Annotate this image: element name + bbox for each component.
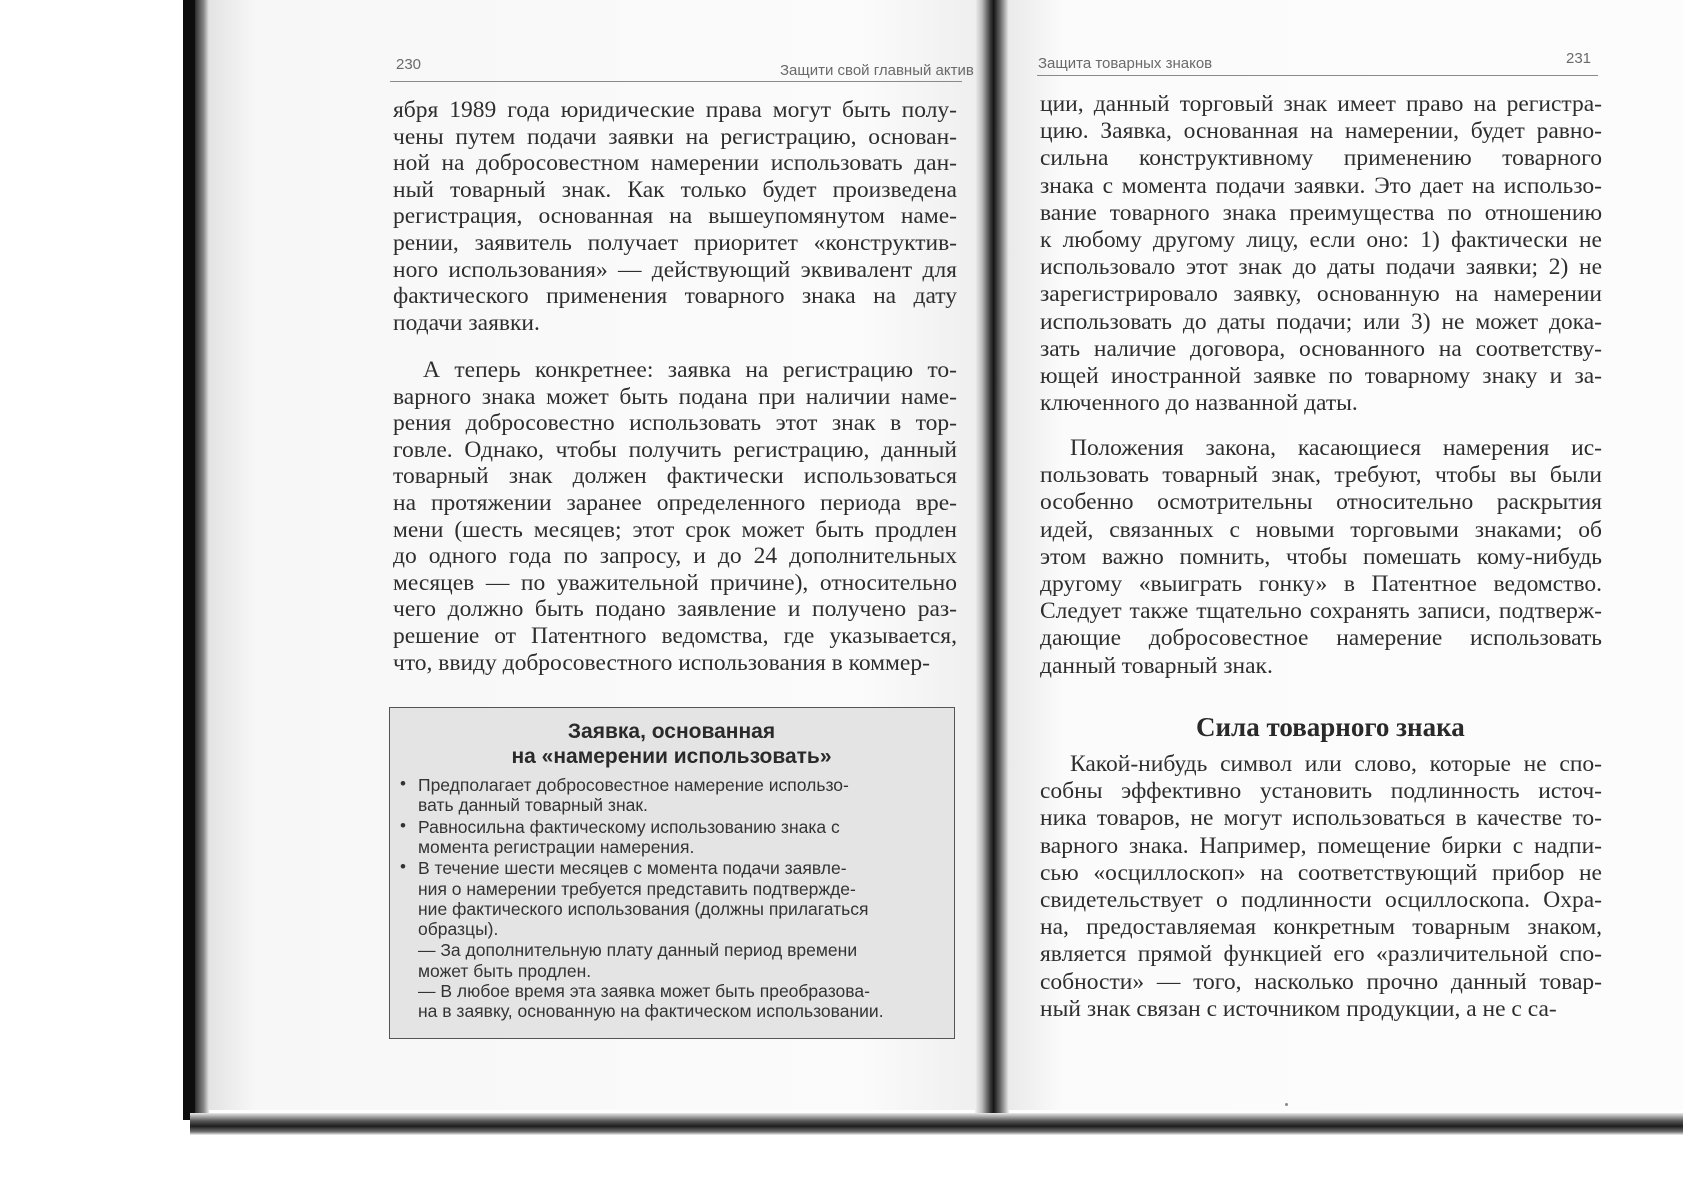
text-line: зарегистрировало заявку, основанную на намерении [1040,281,1602,308]
text-line: ключенного до названной даты. [1040,390,1358,417]
text-line: А теперь конкретнее: заявка на регистрацию то- [423,357,957,383]
text-line: цию. Заявка, основанная на намерении, будет равно- [1040,118,1602,145]
text-line: ный товарный знак. Как только будет произведена [393,176,957,203]
text-line: Положения закона, касающиеся намерения ис- [1070,435,1602,461]
bullet-icon: • [400,774,406,793]
text-line: Следует также тщательно сохранять записи, подтверж- [1040,598,1602,625]
text-line: ного использования» — действующий эквивалент для [393,256,957,283]
text-line: дающие добросовестное намерение использовать [1040,625,1602,652]
text-line: ный знак связан с источником продукции, а не с са- [1040,995,1557,1022]
text-line: ября 1989 года юридические права могут быть полу- [393,97,957,123]
text-line: идей, связанных с новыми торговыми знаками; об [1040,516,1602,543]
text-line: ции, данный торговый знак имеет право на регистра- [1040,91,1602,117]
text-line: ющей иностранной заявке по товарному знаку и за- [1040,363,1602,389]
text-line: на протяжении заранее определенного периода вре- [393,490,957,516]
box-bullet-line: ния о намерении требуется представить подтвержде- [418,878,856,899]
box-sub-line: на в заявку, основанную на фактическом использовании. [418,1001,884,1022]
box-sub-line: может быть продлен. [418,960,592,981]
right-page-number: 231 [1566,50,1592,67]
book-spine [975,0,1009,1125]
book-left-edge-shadow [183,0,195,1120]
box-bullet-line: момента регистрации намерения. [418,836,695,857]
box-bullet-line: образцы). [418,919,499,940]
text-line: данный товарный знак. [1040,652,1273,679]
text-line: фактического применения товарного знака на дату [393,283,957,310]
box-bullet-line: Равносильна фактическому использованию знака с [418,816,840,837]
text-line: товарный знак должен фактически использоваться [393,463,957,490]
text-line: сильна конструктивному применению товарного [1040,145,1602,172]
text-line: использовало этот знак до даты подачи заявки; 2) не [1040,254,1602,281]
right-header-rule [1037,75,1598,76]
text-line: что, ввиду добросовестного использования в коммер- [393,649,930,676]
text-line: другому «выиграть гонку» в Патентное ведомство. [1040,571,1602,597]
box-bullet-line: ние фактического использования (должны прилагаться [418,898,869,919]
text-line: собности» — того, насколько прочно данный товар- [1040,968,1602,995]
section-heading: Сила товарного знака [1196,712,1465,742]
text-line: мени (шесть месяцев; этот срок может быть продлен [393,516,957,543]
intent-to-use-box [389,707,955,1039]
text-line: регистрация, основанная на вышеупомянутом наме- [393,203,957,230]
text-line: на, предоставляемая конкретным товарным знаком, [1040,914,1602,941]
box-bullet-line: В течение шести месяцев с момента подачи заявле- [418,858,847,879]
text-line: сью «осциллоскоп» на соответствующий прибор не [1040,859,1602,886]
text-line: вание товарного знака преимущества по отношению [1040,199,1602,226]
text-line: рения добросовестно использовать этот знак в тор- [393,410,957,437]
text-line: знака с момента подачи заявки. Это дает на использо- [1040,172,1602,199]
left-page-number: 230 [396,56,422,73]
text-line: этом важно помнить, чтобы помешать кому-нибудь [1040,543,1602,570]
text-line: Какой-нибудь символ или слово, которые не спо- [1070,751,1602,777]
text-line: подачи заявки. [393,309,540,336]
box-sub-line: — В любое время эта заявка может быть преобразова- [418,981,870,1001]
text-line: ника товаров, не могут использоваться в качестве то- [1040,805,1602,832]
box-title-line-2: на «намерении использовать» [511,745,832,768]
box-title-line-1: Заявка, основанная [567,720,776,743]
scan-speck [1285,1103,1288,1106]
text-line: особенно осмотрительны относительно раскрытия [1040,489,1602,516]
text-line: свидетельствует о подлинности осциллоскопа. Охра- [1040,887,1602,913]
text-line: чего должно быть подано заявление и получено раз- [393,596,957,623]
box-bullet-line: вать данный товарный знак. [418,795,648,816]
book-bottom-edge [190,1113,1683,1135]
text-line: решение от Патентного ведомства, где указывается, [393,623,957,649]
text-line: до одного года по запросу, и до 24 дополнительных [393,543,957,570]
left-running-head: Защити свой главный актив [780,62,974,79]
text-line: зать наличие договора, основанного на соответству- [1040,335,1602,362]
box-sub-line: — За дополнительную плату данный период времени [418,940,858,961]
text-line: собны эффективно установить подлинность источ- [1040,778,1602,805]
text-line: использовать до даты подачи; или 3) не может дока- [1040,308,1602,335]
text-line: к любому другому лицу, если оно: 1) фактически не [1040,227,1602,253]
text-line: варного знака может быть подана при наличии наме- [393,383,957,410]
bullet-icon: • [400,857,406,877]
text-line: ной на добросовестном намерении использовать дан- [393,150,957,177]
text-line: месяцев — по уважительной причине), относительно [393,569,957,596]
text-line: говле. Однако, чтобы получить регистрацию, данный [393,436,957,463]
text-line: варного знака. Например, помещение бирки с надпи- [1040,832,1602,859]
text-line: рении, заявитель получает приоритет «конструктив- [393,230,957,256]
box-bullet-line: Предполагает добросовестное намерение использо- [418,775,849,795]
text-line: чены путем подачи заявки на регистрацию, основан- [393,123,957,150]
left-header-rule [390,81,962,82]
right-running-head: Защита товарных знаков [1038,55,1213,72]
bullet-icon: • [400,815,406,835]
text-line: является прямой функцией его «различительной спо- [1040,941,1602,968]
text-line: пользовать товарный знак, требуют, чтобы вы были [1040,462,1602,489]
